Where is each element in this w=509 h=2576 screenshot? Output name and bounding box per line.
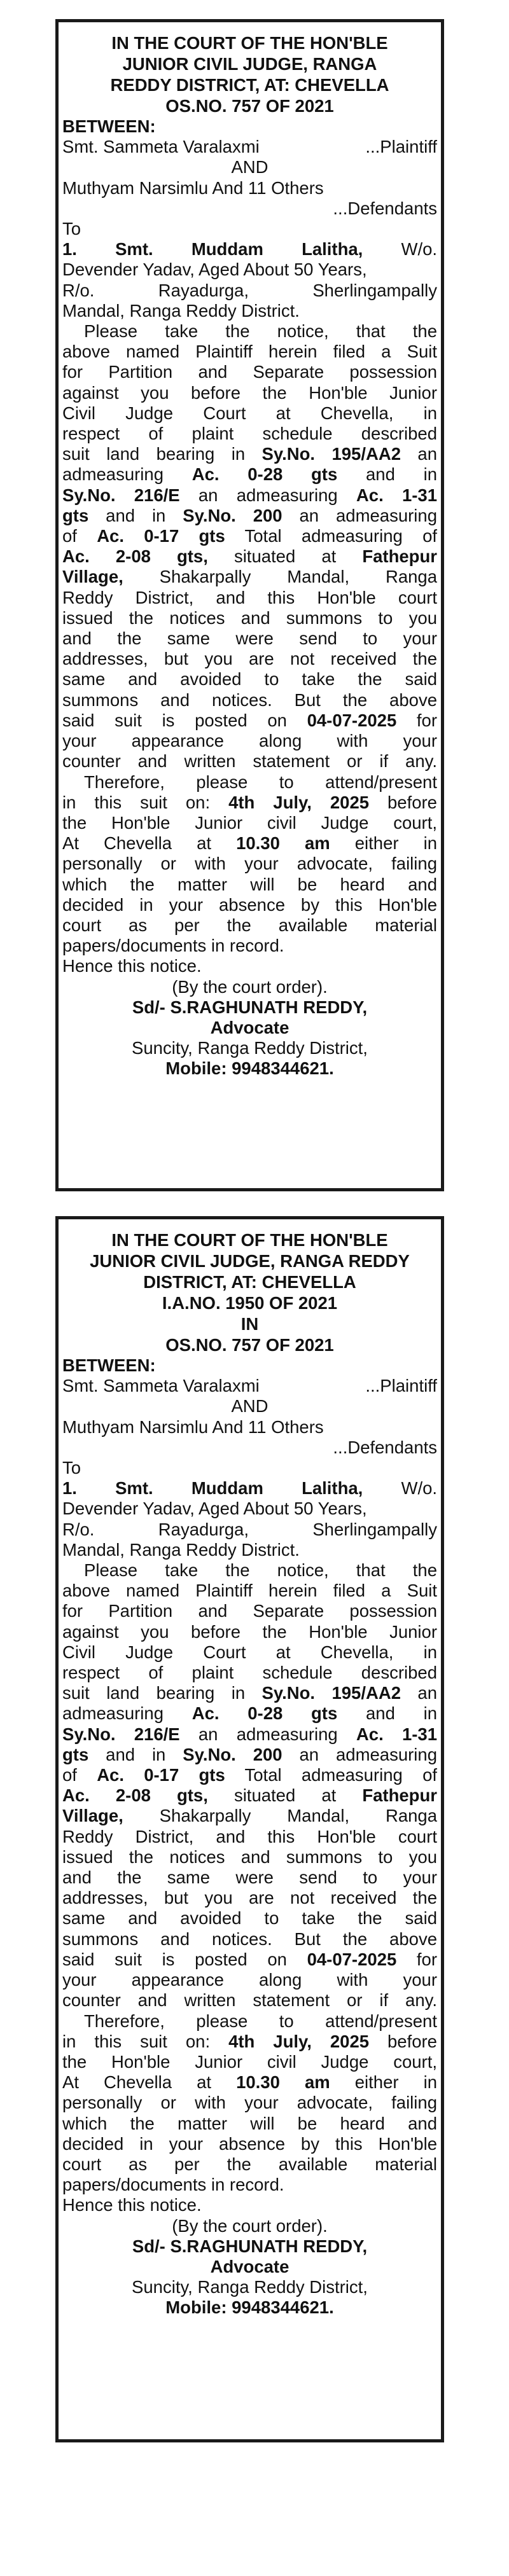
notice-body-line <box>62 1601 437 1621</box>
notice-body-line <box>62 239 437 260</box>
bold-text: Sy.No. 200 <box>183 1744 282 1764</box>
notice-body-line <box>62 1703 437 1724</box>
plaintiff-name: Smt. Sammeta Varalaxmi <box>62 1376 260 1396</box>
notice-body-line <box>62 2032 437 2052</box>
body-text: Total admeasuring of <box>225 526 437 546</box>
defendants-role: ...Defendants <box>333 198 437 218</box>
notice-body-line <box>62 690 437 710</box>
body-text: Total admeasuring of <box>225 1765 437 1785</box>
body-text: respect of plaint schedule described <box>62 424 437 444</box>
bold-text: Ac. 0-28 gts <box>192 464 338 485</box>
notice-body-line <box>62 1683 437 1703</box>
body-text: counter and written statement or if any. <box>62 751 437 772</box>
body-text: respect of plaint schedule described <box>62 1663 437 1683</box>
body-text: your appearance along with your <box>62 731 437 751</box>
body-text: an admeasuring <box>282 1744 437 1764</box>
notice-body-line <box>62 772 437 793</box>
body-text: either in <box>330 2072 437 2093</box>
court-heading-line: OS.NO. 757 OF 2021 <box>165 96 334 116</box>
court-heading-line: IN THE COURT OF THE HON'BLE <box>111 33 388 53</box>
notice-body-line <box>62 1540 437 1560</box>
body-text: your appearance along with your <box>62 1970 437 1990</box>
body-text: and the same were send to your <box>62 1867 437 1888</box>
body-text: issued the notices and summons to you <box>62 607 437 628</box>
body-text: which the matter will be heard and <box>62 2113 437 2133</box>
notice-body-line <box>62 1622 437 1642</box>
body-text: Mandal, Ranga Reddy District. <box>62 1539 300 1560</box>
body-text: before <box>369 792 437 812</box>
court-heading-line: IN <box>241 1314 259 1334</box>
bold-text: Sy.No. 195/AA2 <box>261 444 401 464</box>
defendants-name: Muthyam Narsimlu And 11 Others <box>62 177 324 198</box>
body-text: Rayadurga, <box>158 1519 249 1539</box>
body-text: counter and written statement or if any. <box>62 1990 437 2011</box>
court-heading-line: JUNIOR CIVIL JUDGE, RANGA REDDY <box>90 1251 410 1271</box>
notice-body-line <box>62 813 437 833</box>
body-text: At Chevella at <box>62 833 237 854</box>
body-text: Devender Yadav, Aged About 50 Years, <box>62 1499 367 1519</box>
body-text: Reddy District, and this Hon'ble court <box>62 587 437 607</box>
notice-body-line <box>62 1581 437 1601</box>
notice-body-line <box>62 915 437 936</box>
bold-text: Muddam <box>191 239 263 260</box>
bold-text: Sy.No. 216/E <box>62 1724 180 1744</box>
bold-text: Ac. 1-31 <box>356 1724 437 1744</box>
body-text: the Hon'ble Junior civil Judge court, <box>62 2051 437 2072</box>
bold-text: Ac. 0-17 gts <box>97 526 225 546</box>
notice-body-line <box>62 280 437 301</box>
body-text: said suit is posted on <box>62 710 307 730</box>
bold-text: Ac. 1-31 <box>356 485 437 505</box>
bold-text: Smt. <box>115 1478 153 1499</box>
body-text: R/o. <box>62 1519 95 1539</box>
notice-body-line <box>62 2052 437 2072</box>
notice-body-line <box>62 464 437 485</box>
advocate-label: Advocate <box>210 1017 289 1037</box>
body-text: Sherlingampally <box>312 280 437 300</box>
court-notice-1 <box>55 19 444 1191</box>
body-text: for Partition and Separate possession <box>62 1601 437 1621</box>
to-label: To <box>62 1458 81 1478</box>
body-text: an admeasuring <box>179 485 356 505</box>
notice-body-line <box>62 854 437 874</box>
body-text: Please take the notice, that the <box>84 321 437 342</box>
and-label: AND <box>231 157 268 177</box>
notice-body-line <box>62 2175 437 2195</box>
notice-body-line <box>62 1724 437 1745</box>
body-text: the Hon'ble Junior civil Judge court, <box>62 812 437 833</box>
notice-body-line <box>62 1970 437 1990</box>
court-order-note: (By the court order). <box>172 2215 328 2236</box>
court-notice-2 <box>55 1216 444 2442</box>
bold-text: Lalitha, <box>302 1478 363 1499</box>
body-text: same and avoided to take the said <box>62 1908 437 1929</box>
body-text: Sherlingampally <box>312 1519 437 1539</box>
body-text: against you before the Hon'ble Junior <box>62 1621 437 1642</box>
body-text: court as per the available material <box>62 2154 437 2174</box>
bold-text: Ac. 2-08 gts, <box>62 546 208 567</box>
bold-text: Ac. 2-08 gts, <box>62 1785 208 1806</box>
defendants-role: ...Defendants <box>333 1437 437 1457</box>
bold-text: Fathepur <box>362 546 437 567</box>
bold-text: Lalitha, <box>302 239 363 260</box>
body-text: above named Plaintiff herein filed a Suit <box>62 342 437 362</box>
bold-text: Sy.No. 216/E <box>62 485 180 505</box>
to-label: To <box>62 219 81 239</box>
notice-body-line <box>62 1560 437 1581</box>
body-text: situated at <box>207 1785 363 1806</box>
body-text: personally or with your advocate, failing <box>62 2093 437 2113</box>
bold-text: 10.30 am <box>236 2072 330 2093</box>
body-text: papers/documents in record. <box>62 2175 284 2195</box>
advocate-address: Suncity, Ranga Reddy District, <box>132 1038 368 1058</box>
notice-body-line <box>62 710 437 731</box>
notice-body-line <box>62 608 437 628</box>
notice-body-line <box>62 506 437 526</box>
body-text: decided in your absence by this Hon'ble <box>62 894 437 915</box>
bold-text: 04-07-2025 <box>307 710 397 730</box>
notice-body-line <box>62 588 437 608</box>
plaintiff-row <box>62 1376 437 1396</box>
notice-body-line <box>62 2011 437 2032</box>
body-text: which the matter will be heard and <box>62 874 437 894</box>
body-text: an admeasuring <box>179 1724 356 1744</box>
notice-body-line <box>62 485 437 506</box>
notice-body-line <box>62 1990 437 2011</box>
body-text: same and avoided to take the said <box>62 669 437 689</box>
court-heading-line: DISTRICT, AT: CHEVELLA <box>143 1272 356 1292</box>
defendants-name: Muthyam Narsimlu And 11 Others <box>62 1416 324 1437</box>
notice-body-line <box>62 649 437 669</box>
bold-text: Ac. 0-28 gts <box>192 1703 338 1724</box>
body-text: for <box>396 1949 437 1969</box>
body-text: either in <box>330 833 437 854</box>
plaintiff-row <box>62 137 437 157</box>
plaintiff-role: ...Plaintiff <box>365 137 437 157</box>
body-text: suit land bearing in <box>62 444 262 464</box>
body-text: Please take the notice, that the <box>84 1560 437 1581</box>
notice-body-line <box>62 628 437 649</box>
body-text: an <box>401 1683 437 1703</box>
notice-body-line <box>62 1785 437 1806</box>
notice-body-line <box>62 383 437 403</box>
notice-body-line <box>62 669 437 689</box>
bold-text: gts <box>62 1744 89 1764</box>
notice-body-line <box>62 403 437 424</box>
body-text: R/o. <box>62 280 95 300</box>
body-text: Shakarpally Mandal, Ranga <box>123 1806 437 1826</box>
court-heading-line: IN THE COURT OF THE HON'BLE <box>111 1230 388 1250</box>
bold-text: Ac. 0-17 gts <box>97 1765 225 1785</box>
notice-body-line <box>62 1949 437 1970</box>
body-text: At Chevella at <box>62 2072 237 2093</box>
body-text: Hence this notice. <box>62 2195 202 2215</box>
body-text: in this suit on: <box>62 2031 229 2051</box>
bold-text: 1. <box>62 239 77 260</box>
between-label: BETWEEN: <box>62 1355 156 1375</box>
notice-body-line <box>62 2195 437 2215</box>
plaintiff-name: Smt. Sammeta Varalaxmi <box>62 137 260 157</box>
court-heading-line: REDDY DISTRICT, AT: CHEVELLA <box>110 75 389 95</box>
advocate-label: Advocate <box>210 2256 289 2276</box>
notice-body-line <box>62 936 437 956</box>
body-text: of <box>62 1765 97 1785</box>
notice-body-line <box>62 260 437 280</box>
notice-body-line <box>62 1827 437 1847</box>
body-text: above named Plaintiff herein filed a Suit <box>62 1581 437 1601</box>
court-heading-line: JUNIOR CIVIL JUDGE, RANGA <box>122 54 377 74</box>
body-text: an admeasuring <box>282 505 437 525</box>
bold-text: Fathepur <box>362 1785 437 1806</box>
body-text: Mandal, Ranga Reddy District. <box>62 300 300 321</box>
body-text: W/o. <box>401 239 437 260</box>
advocate-address: Suncity, Ranga Reddy District, <box>132 2277 368 2297</box>
body-text: Shakarpally Mandal, Ranga <box>123 567 437 587</box>
body-text: an <box>401 444 437 464</box>
bold-text: Muddam <box>191 1478 263 1499</box>
notice-body-line <box>62 1745 437 1765</box>
signature: Sd/- S.RAGHUNATH REDDY, <box>132 997 368 1017</box>
notice-body-line <box>62 1663 437 1683</box>
body-text: issued the notices and summons to you <box>62 1846 437 1867</box>
notice-body-line <box>62 301 437 321</box>
body-text: for <box>396 710 437 730</box>
notice-body-line <box>62 895 437 915</box>
body-text: Civil Judge Court at Chevella, in <box>62 1642 437 1662</box>
body-text: of <box>62 526 97 546</box>
plaintiff-role: ...Plaintiff <box>365 1376 437 1396</box>
signature: Sd/- S.RAGHUNATH REDDY, <box>132 2236 368 2256</box>
body-text: for Partition and Separate possession <box>62 362 437 382</box>
body-text: Devender Yadav, Aged About 50 Years, <box>62 260 367 280</box>
notice-body-line <box>62 751 437 772</box>
body-text: decided in your absence by this Hon'ble <box>62 2133 437 2154</box>
body-text: addresses, but you are not received the <box>62 1888 437 1908</box>
bold-text: 4th July, 2025 <box>228 792 370 812</box>
notice-body-line <box>62 793 437 813</box>
advocate-mobile: Mobile: 9948344621. <box>165 1058 334 1079</box>
notice-body-line <box>62 567 437 587</box>
body-text: Therefore, please to attend/present <box>84 2011 437 2031</box>
notice-body-line <box>62 1847 437 1867</box>
bold-text: Village, <box>62 1806 123 1826</box>
notice-body-line <box>62 2154 437 2175</box>
body-text: and in <box>337 1703 437 1724</box>
bold-text: 10.30 am <box>236 833 330 854</box>
body-text: Reddy District, and this Hon'ble court <box>62 1826 437 1846</box>
body-text: Therefore, please to attend/present <box>84 772 437 792</box>
notice-body-line <box>62 833 437 854</box>
body-text: addresses, but you are not received the <box>62 649 437 669</box>
body-text: Hence this notice. <box>62 956 202 976</box>
bold-text: 4th July, 2025 <box>228 2031 370 2051</box>
notice-body-line <box>62 1765 437 1785</box>
body-text: W/o. <box>401 1478 437 1499</box>
notice-body-line <box>62 2072 437 2093</box>
court-heading-line: I.A.NO. 1950 OF 2021 <box>162 1293 338 1313</box>
body-text: admeasuring <box>62 464 192 485</box>
body-text: admeasuring <box>62 1703 192 1724</box>
bold-text: Village, <box>62 567 123 587</box>
between-label: BETWEEN: <box>62 116 156 136</box>
notice-body-line <box>62 2134 437 2154</box>
notice-body-line <box>62 526 437 546</box>
notice-body-line <box>62 1806 437 1826</box>
body-text: papers/documents in record. <box>62 936 284 956</box>
notice-body-line <box>62 956 437 976</box>
notice-body-line <box>62 444 437 464</box>
bold-text: 04-07-2025 <box>307 1949 397 1969</box>
notice-body-line <box>62 1520 437 1540</box>
notice-body-line <box>62 2093 437 2113</box>
body-text: before <box>369 2031 437 2051</box>
notice-body-line <box>62 321 437 342</box>
body-text: against you before the Hon'ble Junior <box>62 382 437 403</box>
body-text: personally or with your advocate, failing <box>62 854 437 874</box>
bold-text: 1. <box>62 1478 77 1499</box>
body-text: situated at <box>207 546 363 567</box>
body-text: and in <box>337 464 437 485</box>
notice-body-line <box>62 875 437 895</box>
body-text: Rayadurga, <box>158 280 249 300</box>
notice-body-line <box>62 362 437 382</box>
bold-text: Sy.No. 200 <box>183 505 282 525</box>
notice-body-line <box>62 342 437 362</box>
notice-body-line <box>62 546 437 567</box>
advocate-mobile: Mobile: 9948344621. <box>165 2297 334 2318</box>
bold-text: Smt. <box>115 239 153 260</box>
notice-body-line <box>62 1867 437 1888</box>
notice-body-line <box>62 731 437 751</box>
bold-text: gts <box>62 505 89 525</box>
body-text: said suit is posted on <box>62 1949 307 1969</box>
notice-body-line <box>62 1888 437 1908</box>
body-text: court as per the available material <box>62 915 437 935</box>
body-text: suit land bearing in <box>62 1683 262 1703</box>
body-text: and in <box>88 1744 183 1764</box>
body-text: summons and notices. But the above <box>62 689 437 710</box>
notice-body-line <box>62 424 437 444</box>
court-order-note: (By the court order). <box>172 976 328 997</box>
body-text: and the same were send to your <box>62 628 437 649</box>
notice-body-line <box>62 1929 437 1949</box>
notice-body-line <box>62 1908 437 1929</box>
body-text: in this suit on: <box>62 792 229 812</box>
body-text: and in <box>88 505 183 525</box>
court-heading-line: OS.NO. 757 OF 2021 <box>165 1335 334 1355</box>
body-text: summons and notices. But the above <box>62 1929 437 1949</box>
notice-body-line <box>62 1478 437 1499</box>
notice-body-line <box>62 1642 437 1663</box>
notice-body-line <box>62 1499 437 1519</box>
and-label: AND <box>231 1396 268 1416</box>
notice-body-line <box>62 2114 437 2134</box>
bold-text: Sy.No. 195/AA2 <box>261 1683 401 1703</box>
body-text: Civil Judge Court at Chevella, in <box>62 403 437 423</box>
